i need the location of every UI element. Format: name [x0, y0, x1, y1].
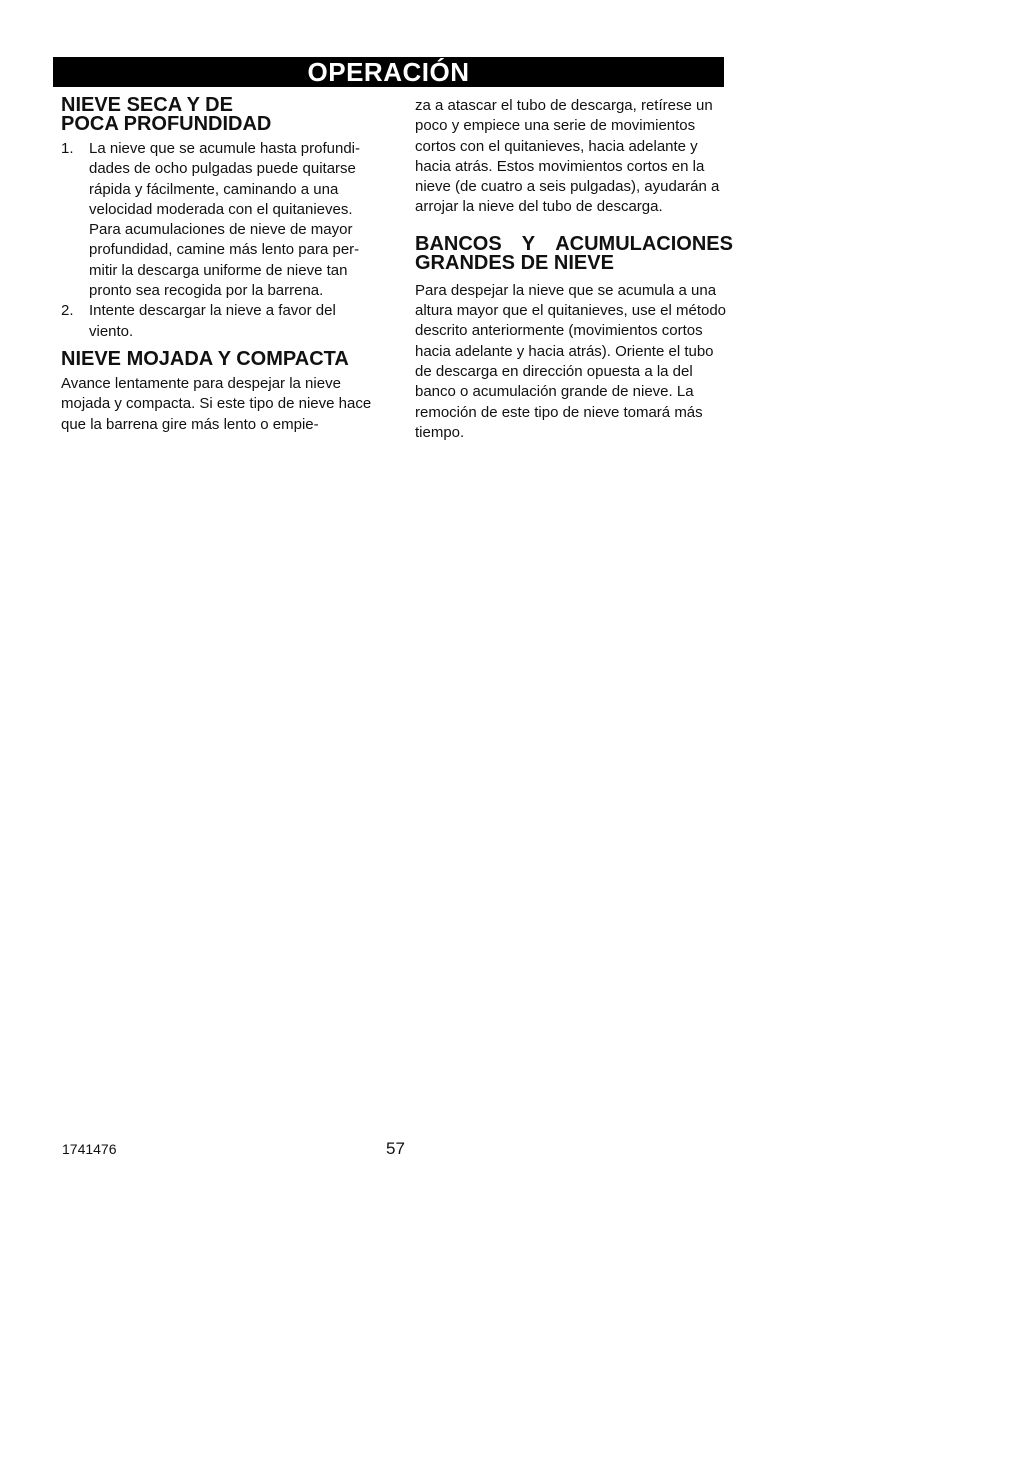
dry-snow-list	[61, 139, 379, 342]
document-code: 1741476	[62, 1141, 117, 1157]
list-item-number: 1.	[61, 140, 74, 157]
section-banner: OPERACIÓN	[53, 57, 724, 87]
list-item-number: 2.	[61, 302, 74, 320]
heading-word: Y	[521, 232, 536, 255]
list-item	[61, 139, 379, 301]
left-column	[61, 96, 379, 435]
snow-banks-paragraph: Para despejar la nieve que se acumula a una altura mayor que el quitanieves, use el método descrito anteriormente (movimientos cortos hacia adelante y hacia atrás). Oriente el tubo de descarga en dirección opuesta a la del banco o acumulación grande de nieve. La remoción de este tipo de nieve tomará más tiempo.	[415, 281, 727, 441]
heading-dry-snow-line2: POCA PROFUNDIDAD	[61, 113, 272, 135]
heading-snow-banks	[415, 232, 733, 274]
heading-dry-snow-line1: NIEVE SECA Y DE	[61, 94, 233, 116]
list-item-text: La nieve que se acumule hasta profundi-dades de ocho pulgadas puede quitarse rápida y fácilmente, caminando a una velocidad moderada con el quitanieves. Para acumulaciones de nieve de mayor profundidad, camine más lento para per-mitir la descarga uniforme de nieve tan pronto sea recogida por la barrena.	[89, 140, 361, 300]
heading-snow-banks-line2: GRANDES DE NIEVE	[415, 251, 614, 274]
wet-snow-paragraph-continued: za a atascar el tubo de descarga, retírese un poco y empiece una serie de movimientos cortos con el quitanieves, hacia adelante y hacia atrás. Estos movimientos cortos en la nieve (de cuatro a seis pulgadas), ayudarán a arrojar la nieve del tubo de descarga.	[415, 97, 720, 216]
heading-word: BANCOS	[415, 232, 502, 255]
page-number: 57	[386, 1139, 405, 1158]
heading-wet-snow: NIEVE MOJADA Y COMPACTA	[61, 347, 349, 370]
wet-snow-paragraph: Avance lentamente para despejar la nieve mojada y compacta. Si este tipo de nieve hace que la barrena gire más lento o empie-	[61, 374, 372, 433]
right-column	[415, 96, 733, 443]
heading-dry-snow	[61, 96, 379, 134]
list-item-text: Intente descargar la nieve a favor del viento.	[89, 302, 336, 340]
heading-word: ACUMULACIONES	[555, 232, 733, 255]
list-item	[61, 301, 379, 342]
